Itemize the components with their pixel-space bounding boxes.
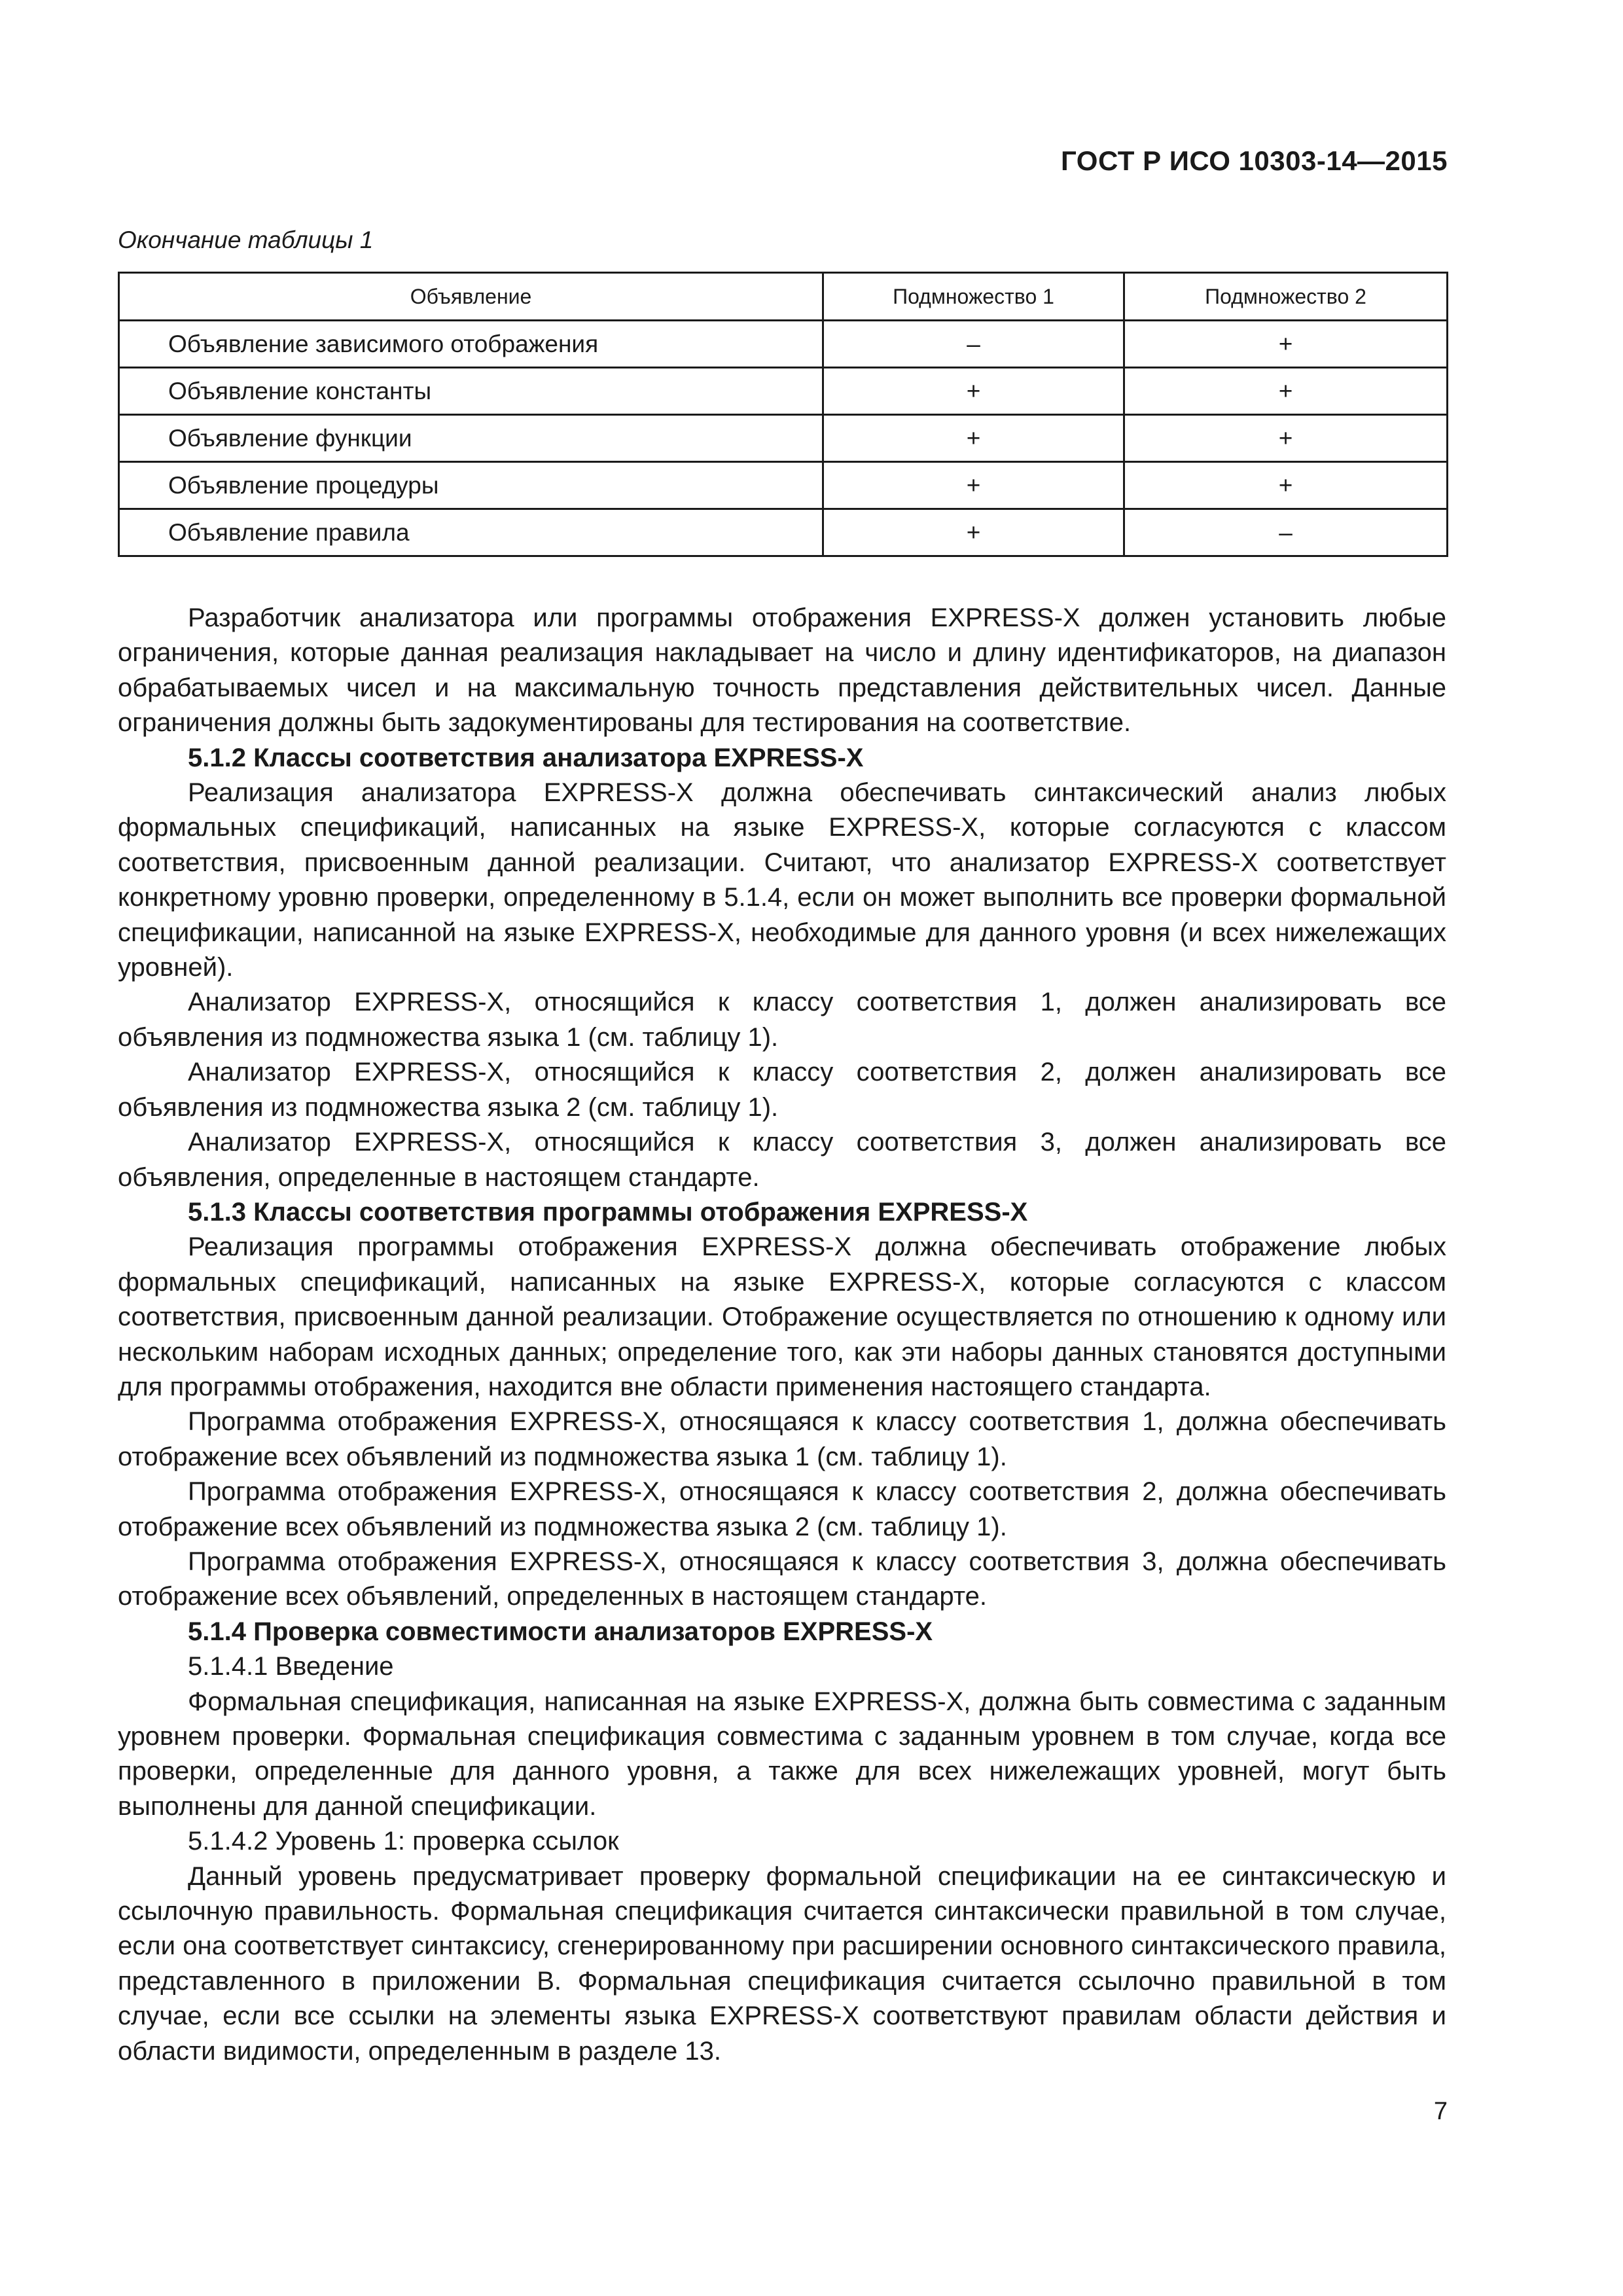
section-heading-5-1-4: 5.1.4 Проверка совместимости анализаторов EXPRESS-X	[188, 1617, 933, 1646]
conformance-table	[118, 272, 1448, 557]
subset-1-cell: –	[823, 321, 1124, 368]
subset-1-cell: +	[823, 415, 1124, 462]
paragraph: Разработчик анализатора или программы отображения EXPRESS-X должен установить любые ограничения, которые данная реализация накладывает на число и длину идентификаторов, на диапазон обрабатываемых чисел и на максимальную точность представления действительных чисел. Данные ограничения должны быть задокументированы для тестирования на соответствие.	[118, 603, 1446, 738]
subset-1-cell: +	[823, 462, 1124, 509]
column-header-declaration: Объявление	[119, 273, 823, 321]
subset-2-cell: +	[1124, 368, 1448, 415]
column-header-subset-1: Подмножество 1	[823, 273, 1124, 321]
paragraph: Реализация программы отображения EXPRESS-X должна обеспечивать отображение любых формальных спецификаций, написанных на языке EXPRESS-X, которые согласуются с классом соответствия, присвоенным данной реализации. Отображение осуществляется по отношению к одному или нескольким наборам исходных данных; определение того, как эти наборы данных становятся доступными для программы отображения, находится вне области применения настоящего стандарта.	[118, 1232, 1446, 1401]
standard-code: ГОСТ Р ИСО 10303-14—2015	[1061, 145, 1448, 176]
paragraph: Данный уровень предусматривает проверку формальной спецификации на ее синтаксическую и ссылочную правильность. Формальная спецификация считается синтаксически правильной в том случае, если она соответствует синтаксису, сгенерированному при расширении основного синтаксического правила, представленного в приложении В. Формальная спецификация считается ссылочно правильной в том случае, если все ссылки на элементы языка EXPRESS-X соответствуют правилам области действия и области видимости, определенным в разделе 13.	[118, 1861, 1446, 2066]
declaration-cell: Объявление зависимого отображения	[119, 321, 823, 368]
section-heading-5-1-3: 5.1.3 Классы соответствия программы отображения EXPRESS-X	[188, 1197, 1028, 1227]
paragraph: Анализатор EXPRESS-X, относящийся к классу соответствия 1, должен анализировать все объявления из подмножества языка 1 (см. таблицу 1).	[118, 988, 1446, 1052]
column-header-subset-2: Подмножество 2	[1124, 273, 1448, 321]
page-number: 7	[1433, 2098, 1448, 2125]
subset-1-cell: +	[823, 509, 1124, 556]
table-row	[119, 321, 1448, 368]
section-heading-5-1-2: 5.1.2 Классы соответствия анализатора EXPRESS-X	[188, 743, 864, 772]
paragraph: Программа отображения EXPRESS-X, относящаяся к классу соответствия 2, должна обеспечивать отображение всех объявлений из подмножества языка 2 (см. таблицу 1).	[118, 1477, 1446, 1541]
body-text	[118, 601, 1446, 2069]
paragraph: Программа отображения EXPRESS-X, относящаяся к классу соответствия 3, должна обеспечивать отображение всех объявлений, определенных в настоящем стандарте.	[118, 1547, 1446, 1611]
table-row	[119, 462, 1448, 509]
declaration-cell: Объявление функции	[119, 415, 823, 462]
subsection-heading-5-1-4-2: 5.1.4.2 Уровень 1: проверка ссылок	[188, 1827, 619, 1856]
table-row	[119, 368, 1448, 415]
subset-2-cell: +	[1124, 415, 1448, 462]
subset-2-cell: +	[1124, 462, 1448, 509]
table-row	[119, 509, 1448, 556]
table-row	[119, 415, 1448, 462]
declaration-cell: Объявление константы	[119, 368, 823, 415]
subsection-heading-5-1-4-1: 5.1.4.1 Введение	[188, 1652, 394, 1681]
paragraph: Формальная спецификация, написанная на языке EXPRESS-X, должна быть совместима с заданным уровнем проверки. Формальная спецификация совместима с заданным уровнем в том случае, когда все проверки, определенные для данного уровня, а также для всех нижележащих уровней, могут быть выполнены для данной спецификации.	[118, 1687, 1446, 1821]
subset-2-cell: +	[1124, 321, 1448, 368]
table-header-row	[119, 273, 1448, 321]
subset-2-cell: –	[1124, 509, 1448, 556]
paragraph: Реализация анализатора EXPRESS-X должна обеспечивать синтаксический анализ любых формальных спецификаций, написанных на языке EXPRESS-X, которые согласуются с классом соответствия, присвоенным данной реализации. Считают, что анализатор EXPRESS-X соответствует конкретному уровню проверки, определенному в 5.1.4, если он может выполнить все проверки формальной спецификации, написанной на языке EXPRESS-X, необходимые для данного уровня (и всех нижележащих уровней).	[118, 778, 1446, 982]
paragraph: Анализатор EXPRESS-X, относящийся к классу соответствия 2, должен анализировать все объявления из подмножества языка 2 (см. таблицу 1).	[118, 1058, 1446, 1122]
paragraph: Программа отображения EXPRESS-X, относящаяся к классу соответствия 1, должна обеспечивать отображение всех объявлений из подмножества языка 1 (см. таблицу 1).	[118, 1407, 1446, 1471]
subset-1-cell: +	[823, 368, 1124, 415]
table-caption: Окончание таблицы 1	[118, 226, 374, 253]
declaration-cell: Объявление правила	[119, 509, 823, 556]
paragraph: Анализатор EXPRESS-X, относящийся к классу соответствия 3, должен анализировать все объявления, определенные в настоящем стандарте.	[118, 1128, 1446, 1192]
declaration-cell: Объявление процедуры	[119, 462, 823, 509]
